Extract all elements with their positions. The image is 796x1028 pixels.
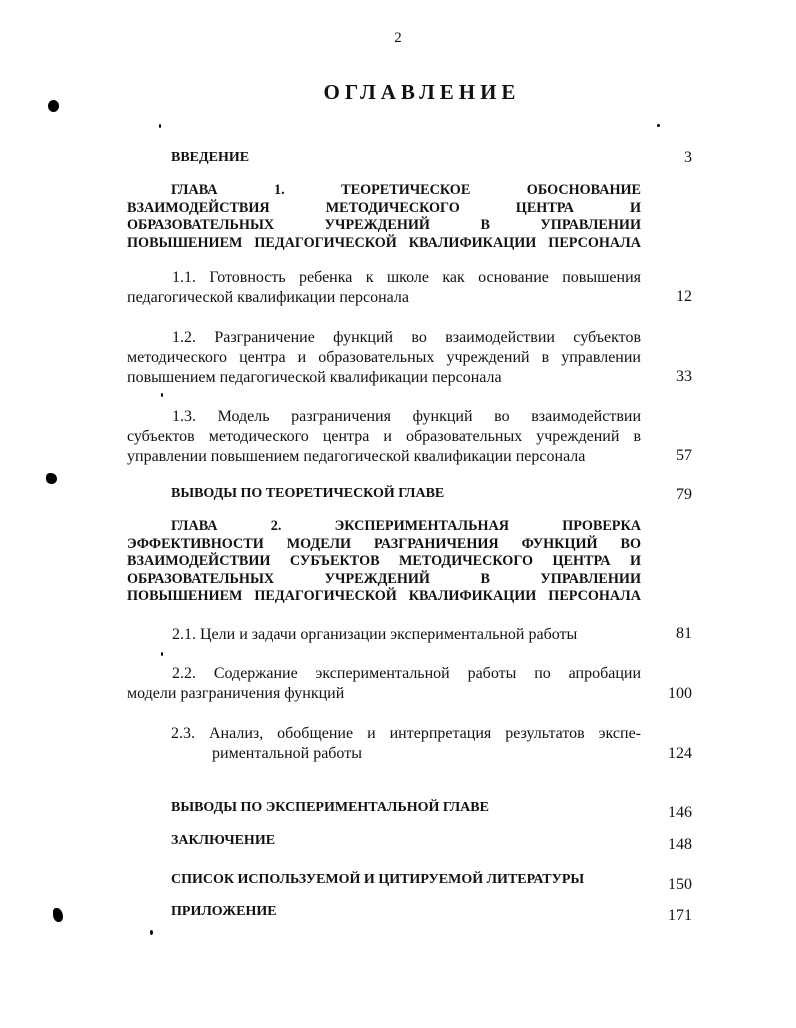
chapter2-heading-line: ГЛАВА 2. ЭКСПЕРИМЕНТАЛЬНАЯ ПРОВЕРКА — [171, 518, 641, 534]
chapter1-heading-line: ВЗАИМОДЕЙСТВИЯ МЕТОДИЧЕСКОГО ЦЕНТРА И — [127, 199, 641, 216]
section-line: риментальной работы — [212, 745, 362, 762]
toc-page-conclusion: 148 — [668, 836, 692, 853]
scan-mark — [46, 473, 57, 484]
scan-speck — [161, 393, 163, 397]
chapter2-heading-line: ОБРАЗОВАТЕЛЬНЫХ УЧРЕЖДЕНИЙ В УПРАВЛЕНИИ — [127, 570, 641, 587]
chapter2-heading-line: ПОВЫШЕНИЕМ ПЕДАГОГИЧЕСКОЙ КВАЛИФИКАЦИИ ПЕРСОНАЛА — [127, 588, 641, 604]
toc-page-1-1: 12 — [676, 288, 692, 305]
section-line: 2.3. Анализ, обобщение и интерпретация результатов экспе- — [171, 725, 641, 742]
toc-entry-experiment-conclusions: ВЫВОДЫ ПО ЭКСПЕРИМЕНТАЛЬНОЙ ГЛАВЕ — [171, 800, 489, 815]
section-line: 1.1. Готовность ребенка к школе как основание повышения — [172, 269, 641, 286]
section-line: 1.2. Разграничение функций во взаимодействии субъектов — [172, 329, 641, 346]
toc-section-2-3 — [171, 724, 641, 764]
chapter2-heading — [127, 518, 641, 606]
toc-section-2-1 — [127, 625, 597, 645]
toc-page-2-2: 100 — [668, 685, 692, 702]
page-number: 2 — [394, 30, 402, 46]
toc-section-1-3 — [127, 407, 641, 467]
toc-page-introduction: 3 — [684, 149, 692, 166]
scan-speck — [159, 124, 161, 128]
section-line: повышением педагогической квалификации персонала — [127, 369, 502, 386]
toc-section-1-2 — [127, 328, 641, 388]
scan-speck — [150, 930, 153, 935]
page-title: ОГЛАВЛЕНИЕ — [323, 80, 521, 104]
toc-page-1-3: 57 — [676, 447, 692, 464]
toc-page-experiment-conclusions: 146 — [668, 804, 692, 821]
chapter1-heading — [127, 182, 641, 252]
scan-speck — [161, 652, 163, 656]
toc-page-appendix: 171 — [668, 907, 692, 924]
section-line: модели разграничения функций — [127, 685, 345, 702]
section-line: 2.2. Содержание экспериментальной работы по апробации — [172, 665, 641, 682]
toc-entry-appendix: ПРИЛОЖЕНИЕ — [171, 904, 277, 919]
section-line: 2.1. Цели и задачи организации экспериментальной работы — [172, 626, 578, 643]
section-line: 1.3. Модель разграничения функций во взаимодействии — [172, 408, 641, 425]
section-line: методического центра и образовательных учреждений в управлении — [127, 349, 641, 366]
toc-page-1-2: 33 — [676, 368, 692, 385]
section-line: субъектов методического центра и образовательных учреждений в — [127, 428, 641, 445]
toc-page-2-3: 124 — [668, 745, 692, 762]
toc-page-bibliography: 150 — [668, 876, 692, 893]
toc-page-theory-conclusions: 79 — [676, 486, 692, 503]
toc-section-2-2 — [127, 664, 641, 704]
chapter1-heading-line: ПОВЫШЕНИЕМ ПЕДАГОГИЧЕСКОЙ КВАЛИФИКАЦИИ ПЕРСОНАЛА — [127, 234, 641, 251]
toc-entry-bibliography: СПИСОК ИСПОЛЬЗУЕМОЙ И ЦИТИРУЕМОЙ ЛИТЕРАТУРЫ — [171, 872, 585, 887]
toc-entry-introduction: ВВЕДЕНИЕ — [171, 150, 250, 165]
toc-page-2-1: 81 — [676, 625, 692, 642]
toc-section-1-1 — [127, 268, 641, 308]
scan-mark — [53, 908, 63, 922]
chapter1-heading-line: ОБРАЗОВАТЕЛЬНЫХ УЧРЕЖДЕНИЙ В УПРАВЛЕНИИ — [127, 217, 641, 233]
chapter2-heading-line: ВЗАИМОДЕЙСТВИИ СУБЪЕКТОВ МЕТОДИЧЕСКОГО ЦЕНТРА И — [127, 553, 641, 569]
chapter1-heading-line: ГЛАВА 1. ТЕОРЕТИЧЕСКОЕ ОБОСНОВАНИЕ — [171, 182, 641, 198]
chapter2-heading-line: ЭФФЕКТИВНОСТИ МОДЕЛИ РАЗГРАНИЧЕНИЯ ФУНКЦИЙ ВО — [127, 535, 641, 552]
toc-entry-theory-conclusions: ВЫВОДЫ ПО ТЕОРЕТИЧЕСКОЙ ГЛАВЕ — [171, 486, 445, 501]
scan-speck — [657, 124, 660, 127]
toc-entry-conclusion: ЗАКЛЮЧЕНИЕ — [171, 833, 276, 848]
scan-mark — [48, 100, 59, 112]
section-line: управлении повышением педагогической квалификации персонала — [127, 448, 586, 465]
section-line: педагогической квалификации персонала — [127, 289, 409, 306]
